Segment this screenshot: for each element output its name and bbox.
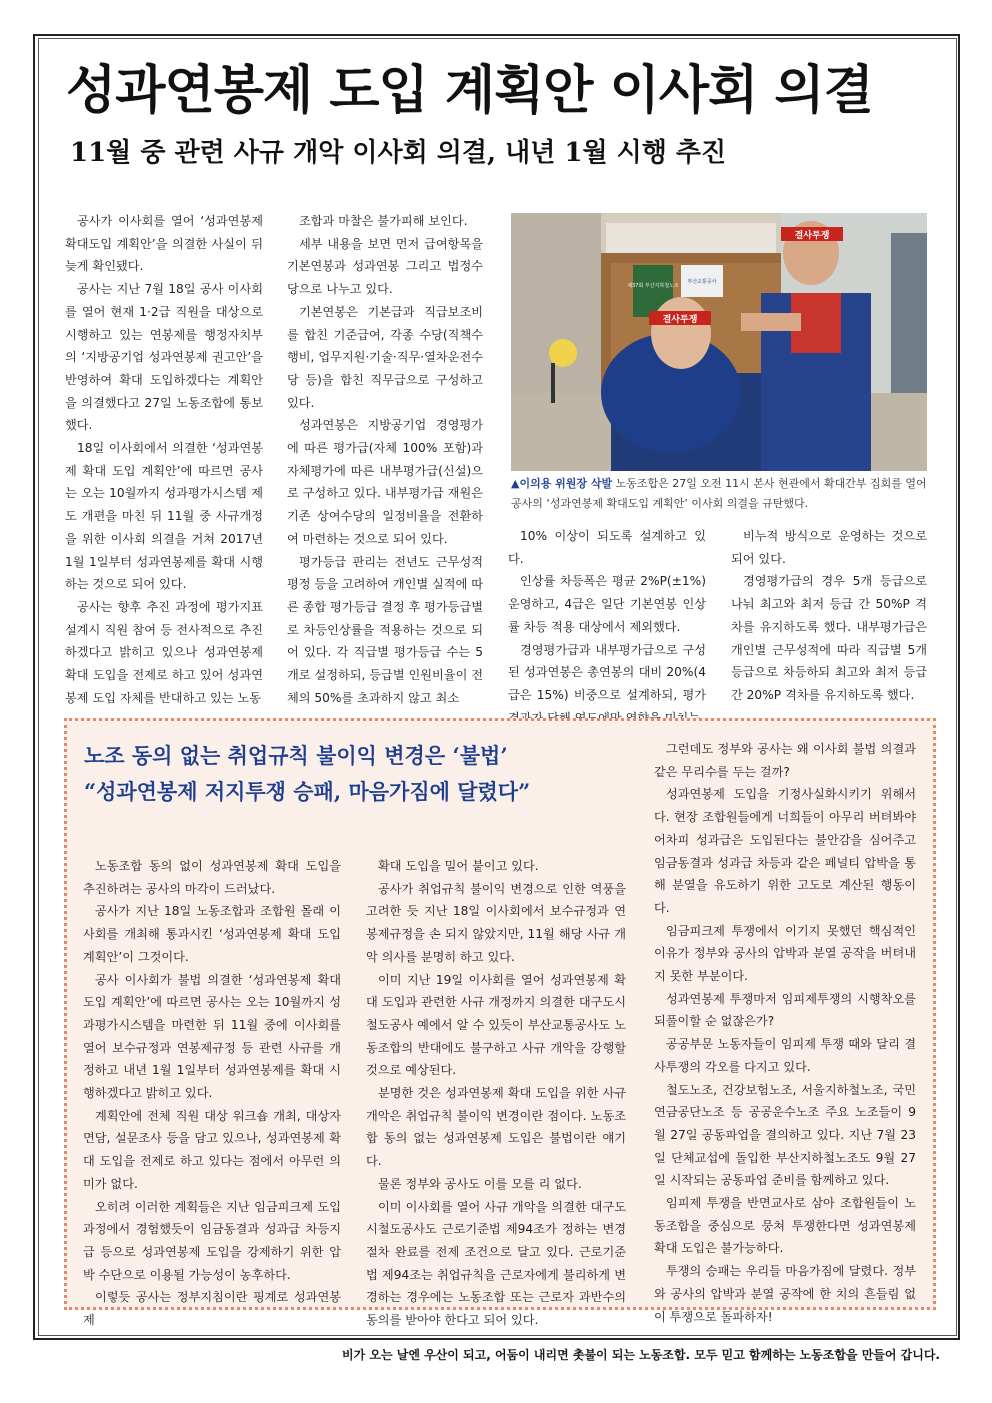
- paragraph: 이미 이사회를 열어 사규 개악을 의결한 대구도시철도공사도 근로기준법 제94조가 정하는 변경 절차 완료를 전제 조건으로 달고 있다. 근로기준법 제94조는 취업규칙을 근로자에게 불리하게 변경하는 경우에는 노동조합 또는 근로자 과반수의 동의를 받아야 한다고 되어 있다.: [366, 1199, 626, 1328]
- paragraph: 이미 지난 19일 이사회를 열어 성과연봉제 확대 도입과 관련한 사규 개정까지 의결한 대구도시철도공사 예에서 알 수 있듯이 부산교통공사도 노동조합의 반대에도 불구하고 사규 개악을 강행할 것으로 예상된다.: [366, 972, 626, 1078]
- paragraph: 공사가 이사회를 열어 ‘성과연봉제 확대도입 계획안’을 의결한 사실이 뒤늦게 확인됐다.: [65, 214, 263, 274]
- paragraph: 세부 내용을 보면 먼저 급여항목을 기본연봉과 성과연봉 그리고 법정수당으로 나누고 있다.: [287, 236, 483, 297]
- photo-sign-2: 부산교통공사: [687, 279, 717, 285]
- paragraph: 조합과 마찰은 불가피해 보인다.: [299, 214, 468, 228]
- box-title-line-1: 노조 동의 없는 취업규칙 불이익 변경은 ‘불법’: [84, 743, 508, 768]
- paragraph: 경영평가급의 경우 5개 등급으로 나눠 최고와 최저 등급 간 50%P 격차를 유지하도록 했다. 내부평가급은 개인별 근무성적에 따라 직급별 5개 등급으로 차등하되 최고와 최저 등급 간 20%P 격차를 유지하도록 했다.: [731, 574, 927, 702]
- caption-text: 노동조합은 27일 오전 11시 본사 현관에서 확대간부 집회를 열어 공사의 ‘성과연봉제 확대도입 계획안’ 이사회 의결을 규탄했다.: [511, 477, 927, 510]
- article-column-2: [287, 210, 483, 708]
- paragraph: 그런데도 정부와 공사는 왜 이사회 불법 의결과 같은 무리수를 두는 걸까?: [654, 742, 916, 779]
- paragraph: 공사가 취업규칙 불이익 변경으로 인한 역풍을 고려한 듯 지난 18일 이사회에서 보수규정과 연봉제규정을 손 되지 않았지만, 11월 해당 사규 개악 의사를 분명히 하고 있다.: [366, 881, 626, 964]
- paragraph: 확대 도입을 밀어 붙이고 있다.: [378, 859, 539, 873]
- paragraph: 공공부문 노동자들이 임피제 투쟁 때와 달리 결사투쟁의 각오를 다지고 있다.: [654, 1037, 916, 1074]
- paragraph: 오히려 이러한 계획들은 지난 임금피크제 도입 과정에서 경험했듯이 임금동결과 성과급 차등지급 등으로 성과연봉제 도입을 강제하기 위한 압박 수단으로 이용될 가능성이 농후하다.: [83, 1199, 341, 1282]
- paragraph: 10% 이상이 되도록 설계하고 있다.: [508, 529, 706, 566]
- paragraph: 공사는 지난 7월 18일 공사 이사회를 열어 현재 1·2급 직원을 대상으로 시행하고 있는 연봉제를 행정자치부의 ‘지방공기업 성과연봉제 권고안’을 반영하여 확대 도입하겠다는 계획안을 의결했다고 27일 노동조합에 통보했다.: [65, 282, 263, 433]
- paragraph: 성과연봉은 지방공기업 경영평가에 따른 평가급(자체 100% 포함)과 자체평가에 따른 내부평가급(신설)으로 구성하고 있다. 내부평가급 재원은 기존 상여수당의 일정비율을 전환하여 마련하는 것으로 되어 있다.: [287, 418, 483, 546]
- paragraph: 공사 이사회가 불법 의결한 ‘성과연봉제 확대 도입 계획안’에 따르면 공사는 오는 10월까지 성과평가시스템을 마련한 뒤 11월 중에 이사회를 열어 보수규정과 연봉제규정 등 관련 사규를 개정하고 내년 1월 1일부터 성과연봉제를 확대 시행하겠다고 밝히고 있다.: [83, 972, 341, 1101]
- paragraph: 이렇듯 공사는 정부지침이란 핑계로 성과연봉제: [83, 1290, 341, 1328]
- paragraph: 노동조합 동의 없이 성과연봉제 확대 도입을 추진하려는 공사의 마각이 드러났다.: [83, 859, 341, 896]
- box-title-line-2: “성과연봉제 저지투쟁 승패, 마음가짐에 달렸다”: [84, 779, 531, 804]
- headband-text-seated: 결사투쟁: [662, 315, 698, 325]
- box-column-1: [83, 855, 341, 1328]
- news-photo: [511, 213, 927, 471]
- box-column-2: [366, 855, 626, 1328]
- paragraph: 평가등급 판리는 전년도 근무성적평정 등을 고려하여 개인별 실적에 따른 종합 평가등급 결정 후 평가등급별로 차등인상률을 적용하는 것으로 되어 있다. 각 직급별 평가등급 수는 5개로 설정하되, 등급별 인원비율이 전체의 50%를 초과하지 않고 최소: [287, 554, 483, 705]
- paragraph: 임피제 투쟁을 반면교사로 삼아 조합원들이 노동조합을 중심으로 뭉쳐 투쟁한다면 성과연봉제 확대 도입은 불가능하다.: [654, 1196, 916, 1256]
- paragraph: 비누적 방식으로 운영하는 것으로 되어 있다.: [731, 529, 927, 566]
- photo-sign-1: 제37회 부산지하철노조: [627, 283, 679, 289]
- paragraph: 공사가 지난 18일 노동조합과 조합원 몰래 이사회를 개최해 통과시킨 ‘성과연봉제 확대 도입 계획안’이 그것이다.: [83, 904, 341, 964]
- paragraph: 성과연봉제 투쟁마저 임피제투쟁의 시행착오를 되풀이할 순 없잖은가?: [654, 991, 916, 1029]
- subheadline: 11월 중 관련 사규 개악 이사회 의결, 내년 1월 시행 추진: [70, 138, 727, 168]
- headline: 성과연봉제 도입 계획안 이사회 의결: [66, 61, 873, 121]
- paragraph: 투쟁의 승패는 우리들 마음가짐에 달렸다. 정부와 공사의 압박과 분열 공작에 한 치의 흔들림 없이 투쟁으로 돌파하자!: [654, 1264, 916, 1324]
- headband-text-standing: 결사투쟁: [794, 231, 830, 241]
- paragraph: 분명한 것은 성과연봉제 확대 도입을 위한 사규 개악은 취업규칙 불이익 변경이란 점이다. 노동조합 동의 없는 성과연봉제 도입은 불법이란 얘기다.: [366, 1086, 626, 1169]
- box-title: [84, 738, 644, 810]
- box-column-3: [654, 738, 916, 1324]
- paragraph: 기본연봉은 기본급과 직급보조비를 합친 기준급여, 각종 수당(직책수행비, 업무지원·기술·직무·열차운전수당 등)을 합친 직무급으로 구성하고 있다.: [287, 304, 483, 410]
- article-column-3: [508, 525, 706, 708]
- paragraph: 계획안에 전체 직원 대상 워크숍 개최, 대상자 면담, 설문조사 등을 담고 있으나, 성과연봉제 확대 도입을 전제로 하고 있다는 점에서 아무런 의미가 없다.: [83, 1108, 341, 1191]
- footer-slogan: 비가 오는 날엔 우산이 되고, 어둠이 내리면 촛불이 되는 노동조합. 모두 믿고 함께하는 노동조합을 만들어 갑니다.: [342, 1348, 940, 1362]
- caption-title: ▲이의용 위원장 삭발: [511, 477, 613, 490]
- paragraph: 물론 정부와 공사도 이를 모를 리 없다.: [378, 1176, 582, 1191]
- paragraph: 경영평가급과 내부평가급으로 구성된 성과연봉은 총연봉의 대비 20%(4급은 15%) 비중으로 설계하되, 평가: [508, 642, 706, 702]
- article-column-4: [731, 525, 927, 708]
- paragraph: 임금피크제 투쟁에서 이기지 못했던 핵심적인 이유가 정부와 공사의 압박과 분열 공작을 버텨내지 못한 부분이다.: [654, 923, 916, 984]
- paragraph: 18일 이사회에서 의결한 ‘성과연봉제 확대 도입 계획안’에 따르면 공사는 오는 10월까지 성과평가시스템 제도 개편을 마친 뒤 11월 중 사규개정을 위한 이사회 의결을 거쳐 2017년 1월 1일부터 성과연봉제를 확대 시행하는 것으로 되어 있다.: [65, 441, 263, 592]
- paragraph: 성과연봉제 도입을 기정사실화시키기 위해서다. 현장 조합원들에게 너희들이 아무리 버텨봐야 어차피 성과급은 도입된다는 불안감을 심어주고 임금동결과 성과급 차등과 같은 페널티 압박을 통해 분열을 유도하기 위한 고도로 계산된 행동이다.: [654, 787, 916, 915]
- photo-caption: [511, 474, 927, 514]
- paragraph: 공사는 향후 추진 과정에 평가지표 설계시 직원 참여 등 전사적으로 추진하겠다고 밝히고 있으나 성과연봉제 확대 도입을 전제로 하고 있어 성과연봉제 도입 자체를 반대하고 있는 노동: [65, 599, 263, 705]
- paragraph: 철도노조, 건강보험노조, 서울지하철노조, 국민연금공단노조 등 공공운수노조 주요 노조들이 9월 27일 공동파업을 결의하고 있다. 지난 7월 23일 단체교섭에 돌입한 부산지하철노조도 9월 27일 시작되는 공동파업 준비를 함께하고 있다.: [654, 1082, 916, 1188]
- paragraph: 인상률 차등폭은 평균 2%P(±1%) 운영하고, 4급은 일단 기본연봉 인상률 차등 적용 대상에서 제외했다.: [508, 574, 706, 634]
- article-column-1: [65, 210, 263, 708]
